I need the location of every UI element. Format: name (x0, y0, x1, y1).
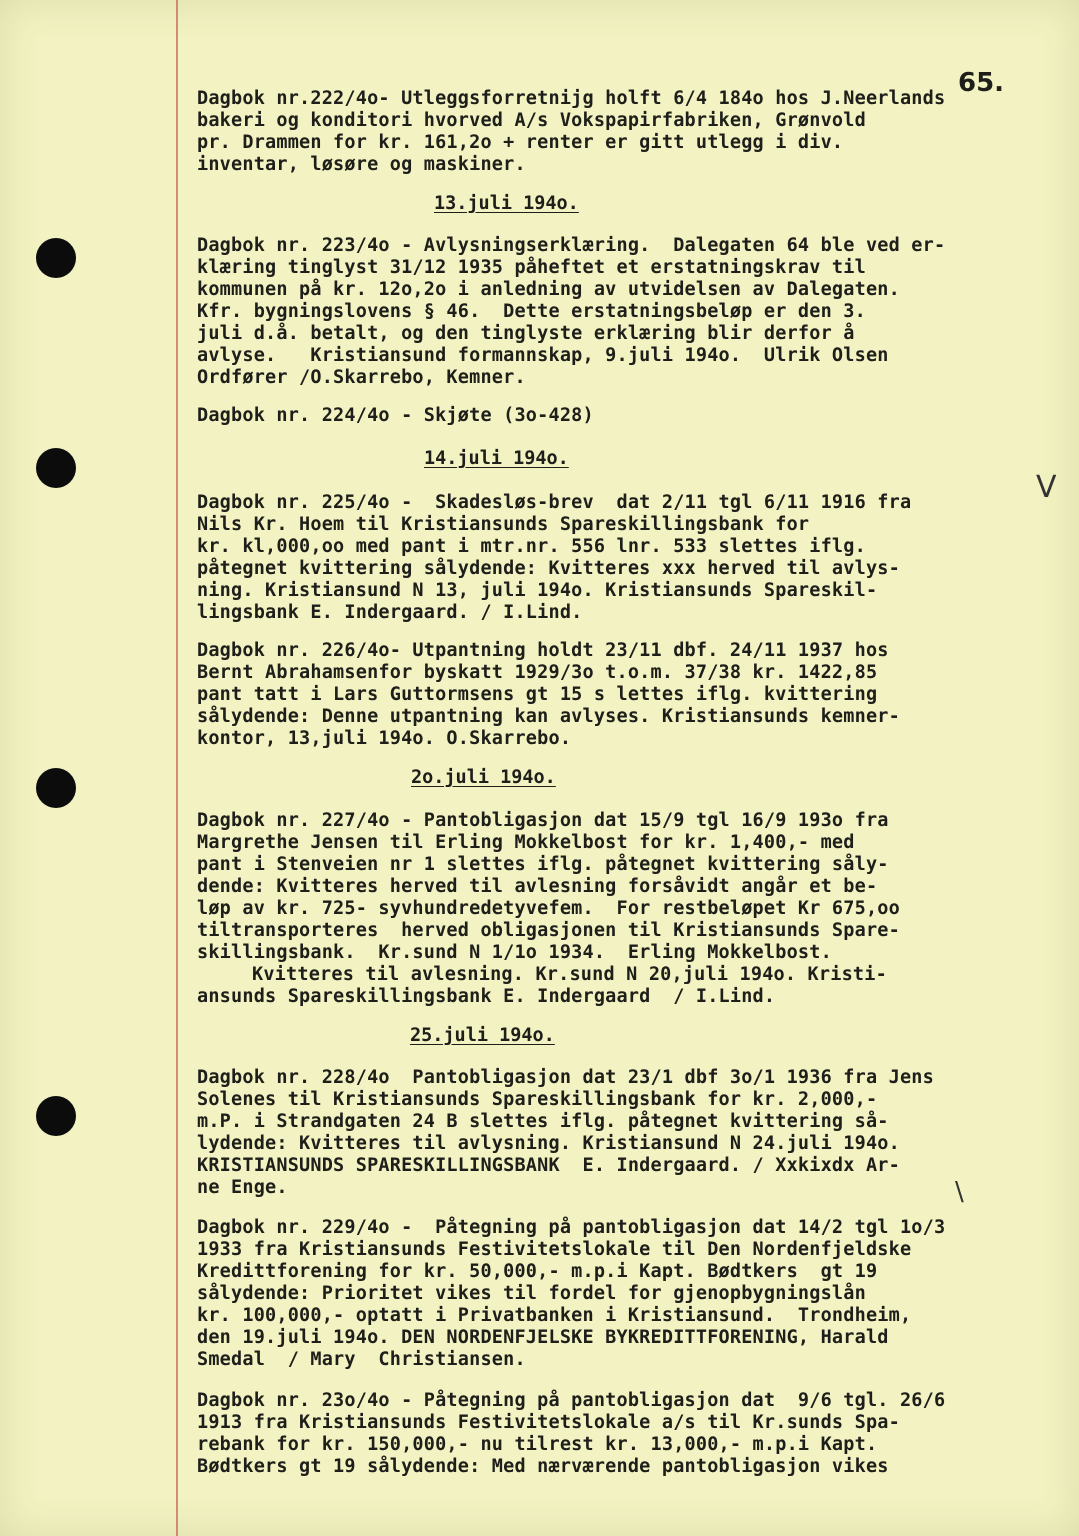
punch-hole (36, 1096, 76, 1136)
entry-223-line: kommunen på kr. 12o,2o i anledning av utvidelsen av Dalegaten. (197, 279, 900, 300)
entry-227-line: løp av kr. 725- syvhundredetyvefem. For restbeløpet Kr 675,oo (197, 898, 900, 919)
entry-225-line: Dagbok nr. 225/4o - Skadesløs-brev dat 2/11 tgl 6/11 1916 fra (197, 492, 912, 513)
entry-225-line: påtegnet kvittering sålydende: Kvitteres xxx herved til avlys- (197, 558, 900, 579)
entry-227-line: Margrethe Jensen til Erling Mokkelbost for kr. 1,400,- med (197, 832, 855, 853)
punch-hole (36, 448, 76, 488)
entry-228-line: Solenes til Kristiansunds Spareskillingsbank for kr. 2,000,- (197, 1089, 878, 1110)
entry-230-line: rebank for kr. 150,000,- nu tilrest kr. 13,000,- m.p.i Kapt. (197, 1434, 878, 1455)
entry-229-line: sålydende: Prioritet vikes til fordel for gjenopbygningslån (197, 1283, 866, 1304)
entry-228-line: ne Enge. (197, 1177, 288, 1198)
date-heading: 13.juli 194o. (434, 193, 579, 214)
entry-225-line: kr. kl,000,oo med pant i mtr.nr. 556 lnr. 533 slettes iflg. (197, 536, 866, 557)
entry-222-line: Dagbok nr.222/4o- Utleggsforretnijg holft 6/4 184o hos J.Neerlands (197, 88, 946, 109)
entry-224-line: Dagbok nr. 224/4o - Skjøte (3o-428) (197, 405, 594, 426)
punch-hole (36, 238, 76, 278)
entry-222-line: inventar, løsøre og maskiner. (197, 154, 526, 175)
date-heading: 14.juli 194o. (424, 448, 569, 469)
entry-225-line: Nils Kr. Hoem til Kristiansunds Spareskillingsbank for (197, 514, 810, 535)
entry-225-line: ning. Kristiansund N 13, juli 194o. Kristiansunds Spareskil- (197, 580, 878, 601)
date-heading: 2o.juli 194o. (411, 767, 556, 788)
entry-227-line: skillingsbank. Kr.sund N 1/1o 1934. Erling Mokkelbost. (197, 942, 832, 963)
entry-222-line: pr. Drammen for kr. 161,2o + renter er gitt utlegg i div. (197, 132, 844, 153)
entry-228-line: KRISTIANSUNDS SPARESKILLINGSBANK E. Indergaard. / Xxkixdx Ar- (197, 1155, 900, 1176)
entry-229-line: Dagbok nr. 229/4o - Påtegning på pantobligasjon dat 14/2 tgl 1o/3 (197, 1217, 946, 1238)
entry-225-line: lingsbank E. Indergaard. / I.Lind. (197, 602, 583, 623)
entry-226-line: Dagbok nr. 226/4o- Utpantning holdt 23/11 dbf. 24/11 1937 hos (197, 640, 889, 661)
entry-226-line: Bernt Abrahamsenfor byskatt 1929/3o t.o.m. 37/38 kr. 1422,85 (197, 662, 878, 683)
entry-228-line: Dagbok nr. 228/4o Pantobligasjon dat 23/1 dbf 3o/1 1936 fra Jens (197, 1067, 934, 1088)
entry-228-line: m.P. i Strandgaten 24 B slettes iflg. påtegnet kvittering så- (197, 1111, 889, 1132)
entry-227-line: ansunds Spareskillingsbank E. Indergaard / I.Lind. (197, 986, 776, 1007)
entry-230-line: Dagbok nr. 23o/4o - Påtegning på pantobligasjon dat 9/6 tgl. 26/6 (197, 1390, 946, 1411)
entry-223-line: Dagbok nr. 223/4o - Avlysningserklæring. Dalegaten 64 ble ved er- (197, 235, 946, 256)
entry-227-line: pant i Stenveien nr 1 slettes iflg. påtegnet kvittering sålу- (197, 854, 889, 875)
entry-229-line: 1933 fra Kristiansunds Festivitetslokale til Den Nordenfjeldske (197, 1239, 912, 1260)
entry-223-line: klæring tinglyst 31/12 1935 påheftet et erstatningskrav til (197, 257, 866, 278)
entry-226-line: sålydende: Denne utpantning kan avlyses. Kristiansunds kemner- (197, 706, 900, 727)
entry-223-line: juli d.å. betalt, og den tinglyste erklæring blir derfor å (197, 323, 855, 344)
entry-223-line: Kfr. bygningslovens § 46. Dette erstatningsbeløp er den 3. (197, 301, 866, 322)
entry-222-line: bakeri og konditori hvorved A/s Vokspapirfabriken, Grønvold (197, 110, 866, 131)
entry-226-line: pant tatt i Lars Guttormsens gt 15 s lettes iflg. kvittering (197, 684, 878, 705)
entry-229-line: den 19.juli 194o. DEN NORDENFJELSKE BYKREDITTFORENING, Harald (197, 1327, 889, 1348)
entry-230-line: 1913 fra Kristiansunds Festivitetslokale a/s til Kr.sunds Spa- (197, 1412, 900, 1433)
pen-mark: \ (955, 1177, 964, 1207)
check-mark: V (1036, 470, 1057, 505)
page-number: 65. (958, 68, 1005, 98)
entry-227-line: Dagbok nr. 227/4o - Pantobligasjon dat 15/9 tgl 16/9 193o fra (197, 810, 889, 831)
date-heading: 25.juli 194o. (410, 1025, 555, 1046)
entry-230-line: Bødtkers gt 19 sålydende: Med nærværende pantobligasjon vikes (197, 1456, 889, 1477)
entry-229-line: Smedal / Mary Christiansen. (197, 1349, 526, 1370)
entry-223-line: Ordfører /O.Skarrebo, Kemner. (197, 367, 526, 388)
entry-223-line: avlyse. Kristiansund formannskap, 9.juli 194o. Ulrik Olsen (197, 345, 889, 366)
entry-228-line: lydende: Kvitteres til avlysning. Kristiansund N 24.juli 194o. (197, 1133, 900, 1154)
entry-229-line: kr. 100,000,- optatt i Privatbanken i Kristiansund. Trondheim, (197, 1305, 912, 1326)
entry-227-line: dende: Kvitteres herved til avlesning forsåvidt angår et be- (197, 876, 878, 897)
margin-line (176, 0, 178, 1536)
entry-227-line: Kvitteres til avlesning. Kr.sund N 20,juli 194o. Kristi- (252, 964, 887, 985)
entry-229-line: Kredittforening for kr. 50,000,- m.p.i Kapt. Bødtkers gt 19 (197, 1261, 878, 1282)
punch-hole (36, 768, 76, 808)
entry-227-line: tiltransporteres herved obligasjonen til Kristiansunds Spare- (197, 920, 900, 941)
entry-226-line: kontor, 13,juli 194o. O.Skarrebo. (197, 728, 572, 749)
